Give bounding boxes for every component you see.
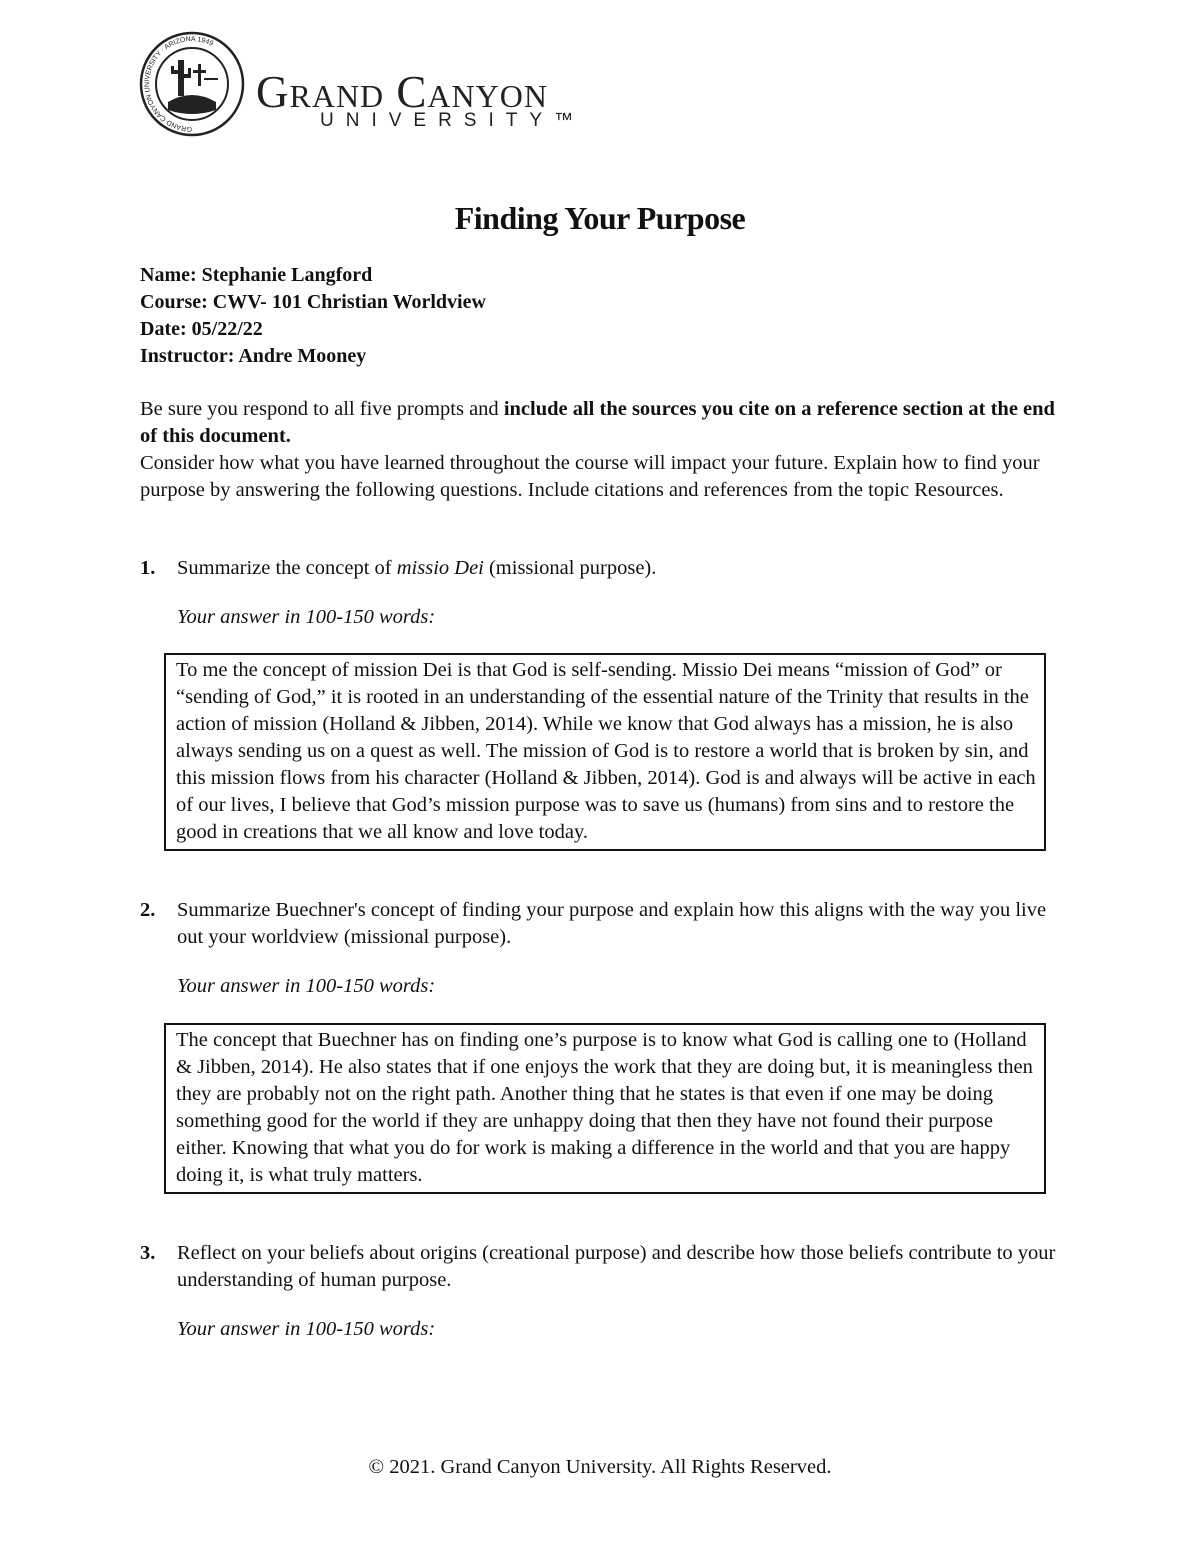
question-number: 2.	[140, 899, 156, 921]
question-text-end: (missional purpose).	[483, 557, 657, 579]
answer-box[interactable]: The concept that Buechner has on finding one’s purpose is to know what God is calling one to (Holland & Jibben, 2014). He also states that if one enjoys the work that they are doing but, it is meaningless then they are probably not on the right path. Another thing that he states is that even if one may be doing something good for the world if they are unhappy doing that then they have not found their purpose either. Knowing that what you do for work is making a difference in the world and that you are happy doing it, is what truly matters.	[164, 1023, 1046, 1194]
logo-wordmark: Grand Canyon	[256, 67, 548, 117]
submission-date: Date: 05/22/22	[140, 318, 263, 340]
page-title: Finding Your Purpose	[454, 200, 746, 236]
question-text: Summarize Buechner's concept of finding your purpose and explain how this aligns with the way you live out your worldview (missional purpose).	[177, 899, 1047, 948]
student-name: Name: Stephanie Langford	[140, 264, 373, 286]
instructions-lead: Be sure you respond to all five prompts and	[140, 398, 504, 420]
answer-box[interactable]: To me the concept of mission Dei is that God is self-sending. Missio Dei means “mission of God” or “sending of God,” it is rooted in an understanding of the essential nature of the Trinity that results in the action of mission (Holland & Jibben, 2014). While we know that God always has a mission, he is also always sending us on a quest as well. The mission of God is to restore a world that is broken by sin, and this mission flows from his character (Holland & Jibben, 2014). God is and always will be active in each of our lives, I believe that God’s mission purpose was to save us (humans) from sins and to restore the good in creations that we all know and love today.	[164, 653, 1046, 851]
question-text: Reflect on your beliefs about origins (creational purpose) and describe how those beliefs contribute to your understanding of human purpose.	[177, 1242, 1056, 1291]
logo-subtitle: UNIVERSITY™	[320, 110, 586, 131]
seal-text: GRAND CANYON UNIVERSITY · ARIZONA 1949	[144, 35, 215, 133]
question-term: missio Dei	[396, 557, 484, 579]
question-number: 3.	[140, 1242, 156, 1264]
answer-prompt: Your answer in 100-150 words:	[177, 975, 436, 997]
instructions	[140, 396, 1070, 450]
university-seal-icon	[138, 30, 248, 140]
answer-prompt: Your answer in 100-150 words:	[177, 606, 436, 628]
course-name: Course: CWV- 101 Christian Worldview	[140, 291, 486, 313]
copyright-footer: © 2021. Grand Canyon University. All Rights Reserved.	[368, 1456, 832, 1478]
question-text: Summarize the concept of	[177, 557, 397, 579]
question-2	[140, 897, 1070, 951]
student-info	[140, 262, 486, 370]
question-1	[140, 555, 1070, 582]
question-3	[140, 1240, 1070, 1294]
instructions-body: Consider how what you have learned throughout the course will impact your future. Explain how to find your purpose by answering the following questions. Include citations and references from the topic Resources.	[140, 452, 1040, 501]
instructions-emphasis: include all the sources you cite on a reference section at the end of this document.	[140, 398, 1055, 447]
question-number: 1.	[140, 557, 156, 579]
university-logo	[138, 30, 618, 142]
answer-prompt: Your answer in 100-150 words:	[177, 1318, 436, 1340]
instructor-name: Instructor: Andre Mooney	[140, 345, 367, 367]
